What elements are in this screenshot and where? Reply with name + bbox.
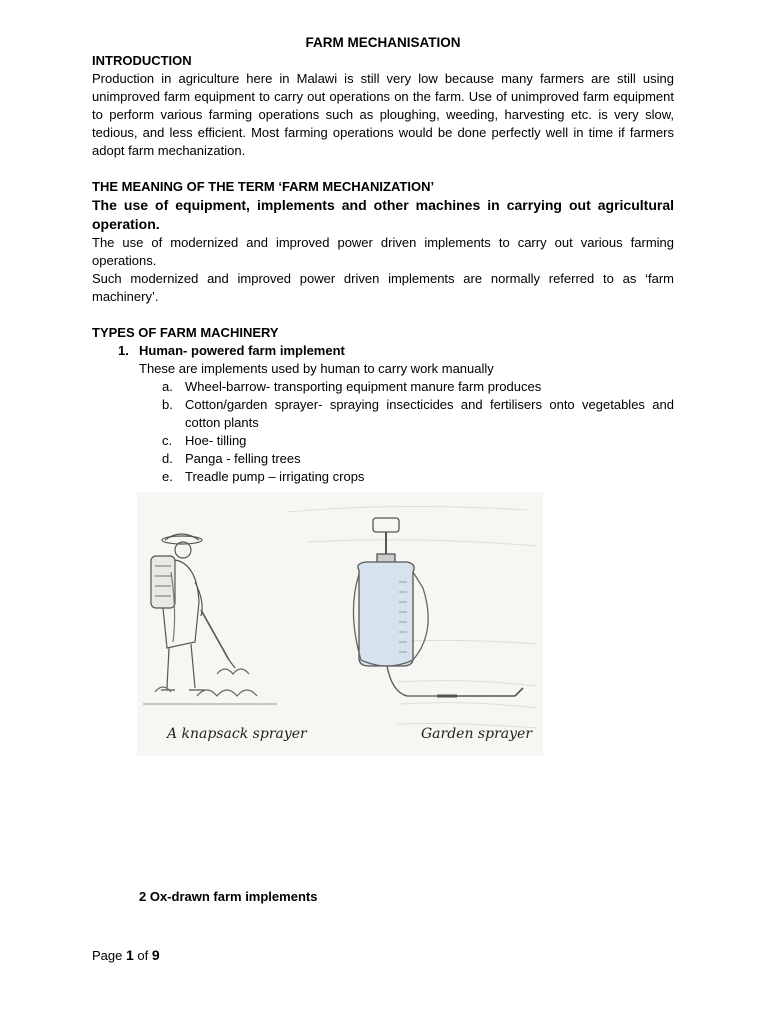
list-text: Cotton/garden sprayer- spraying insecticides and fertilisers onto vegetables and cotton plants — [185, 397, 674, 430]
type-title: Human- powered farm implement — [139, 343, 345, 358]
meaning-paragraph-1: The use of modernized and improved power driven implements to carry out various farming operations. — [92, 235, 674, 268]
type-item-1 — [92, 342, 674, 360]
caption-knapsack-sprayer: A knapsack sprayer — [167, 726, 307, 742]
list-letter: c. — [162, 433, 173, 448]
meaning-heading: THE MEANING OF THE TERM ‘FARM MECHANIZATION’ — [92, 179, 435, 194]
list-letter: a. — [162, 379, 173, 394]
meaning-paragraph-2: Such modernized and improved power driven implements are normally referred to as ‘farm machinery’. — [92, 271, 674, 304]
type1-intro: These are implements used by human to carry work manually — [139, 361, 494, 376]
footer-of-word: of — [133, 948, 152, 963]
document-page — [92, 34, 674, 486]
footer-page-word: Page — [92, 948, 126, 963]
ox-drawn-heading: 2 Ox-drawn farm implements — [139, 889, 318, 904]
list-item — [139, 432, 674, 450]
introduction-paragraph: Production in agriculture here in Malawi is still very low because many farmers are still using unimproved farm equipment to carry out operations on the farm. Use of unimproved farm equipment to perform various farming operations such as ploughing, weeding, harvesting etc. is very slow, tedious, and less efficient. Most farming operations would be done perfectly well in time if farmers adopt farm mechanization. — [92, 71, 674, 158]
introduction-heading: INTRODUCTION — [92, 53, 192, 68]
footer-total-pages: 9 — [151, 947, 160, 963]
list-text: Panga - felling trees — [185, 451, 301, 466]
list-letter: e. — [162, 469, 173, 484]
footer-page-number: 1 — [125, 947, 134, 963]
type-number: 1. — [118, 343, 129, 358]
sprayer-illustration — [137, 492, 543, 756]
page-footer — [92, 946, 160, 965]
caption-garden-sprayer: Garden sprayer — [421, 726, 533, 742]
types-list — [92, 342, 674, 360]
list-letter: b. — [162, 397, 173, 412]
list-letter: d. — [162, 451, 173, 466]
list-text: Wheel-barrow- transporting equipment manure farm produces — [185, 379, 542, 394]
document-title: FARM MECHANISATION — [305, 35, 461, 50]
type1-sublist — [139, 378, 674, 486]
list-item — [139, 396, 674, 432]
list-item — [139, 450, 674, 468]
types-heading: TYPES OF FARM MACHINERY — [92, 325, 279, 340]
list-item — [139, 468, 674, 486]
list-item — [139, 378, 674, 396]
meaning-definition: The use of equipment, implements and other machines in carrying out agricultural operation. — [92, 197, 674, 232]
list-text: Treadle pump – irrigating crops — [185, 469, 365, 484]
list-text: Hoe- tilling — [185, 433, 247, 448]
